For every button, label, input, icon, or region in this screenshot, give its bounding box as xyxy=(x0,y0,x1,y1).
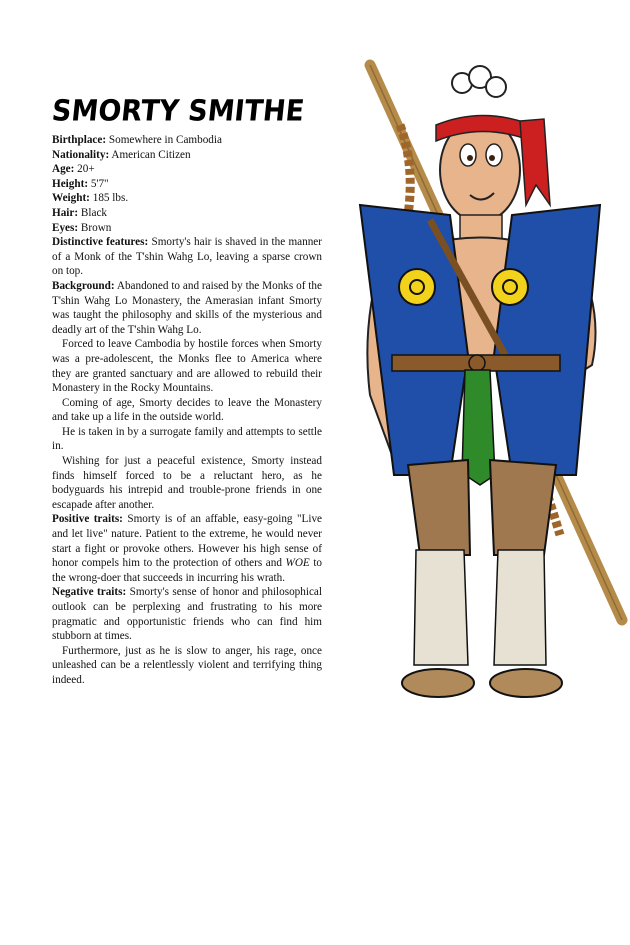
negative-traits-paragraph: Negative traits: Smorty's sense of honor and philosophical outlook can be perplexing and frustrating to his more pragmatic and opportunistic friends who can find him stubborn at times. xyxy=(52,586,323,643)
character-name-title: SMORTY SMITHE xyxy=(50,94,306,129)
closing-paragraph: Furthermore, just as he is slow to anger, his rage, once unleashed can be a relentlessly violent and terrifying thing indeed. xyxy=(52,644,322,686)
leg-wraps xyxy=(414,550,468,665)
eyes-line: Eyes: Brown xyxy=(52,221,112,234)
birthplace-line: Birthplace: Somewhere in Cambodia xyxy=(52,134,222,146)
character-illustration xyxy=(330,55,630,715)
pants xyxy=(408,460,470,555)
height-line: Height: 5'7" xyxy=(52,177,109,190)
background-paragraph: Background: Abandoned to and raised by the Monks of the T'shin Wahg Lo Monastery, the Amerasian infant Smorty was taught the philosophy and skills of the mysterious and deadly art of the T'shin Wahg Lo. xyxy=(52,279,322,336)
positive-traits-paragraph: Positive traits: Smorty is of an affable, easy-going "Live and let live" nature. Patient to the extreme, he would never start a fight or provoke others. However his high sense of honor compels him to the protection of others and WOE to the wrong-doer that succeeds in incurring his wrath. xyxy=(52,513,323,584)
age-line: Age: 20+ xyxy=(52,163,95,176)
story-paragraph-3: He is taken in by a surrogate family and attempts to settle in. xyxy=(52,425,322,453)
blue-vest xyxy=(360,205,468,475)
story-paragraph-1: Forced to leave Cambodia by hostile forces when Smorty was a pre-adolescent, the Monks flee to America where they are granted sanctuary and are allowed to rebuild their Monastery in the Rocky Mountains. xyxy=(52,338,322,395)
story-paragraph-2: Coming of age, Smorty decides to leave the Monastery and take up a life in the outside world. xyxy=(52,396,322,424)
story-paragraph-4: Wishing for just a peaceful existence, Smorty instead finds himself forced to be a reluctant hero, as he bodyguards his intrepid and trouble-prone friends in one escapade after another. xyxy=(52,455,322,511)
character-bio xyxy=(52,133,322,688)
nationality-line: Nationality: American Citizen xyxy=(52,148,191,161)
feet xyxy=(402,669,474,697)
weight-line: Weight: 185 lbs. xyxy=(52,192,129,205)
hair-tuft xyxy=(452,66,506,97)
features-paragraph: Distinctive features: Smorty's hair is shaved in the manner of a Monk of the T'shin Wahg Lo, leaving a sparse crown on top. xyxy=(52,236,323,278)
hair-line: Hair: Black xyxy=(52,206,108,219)
